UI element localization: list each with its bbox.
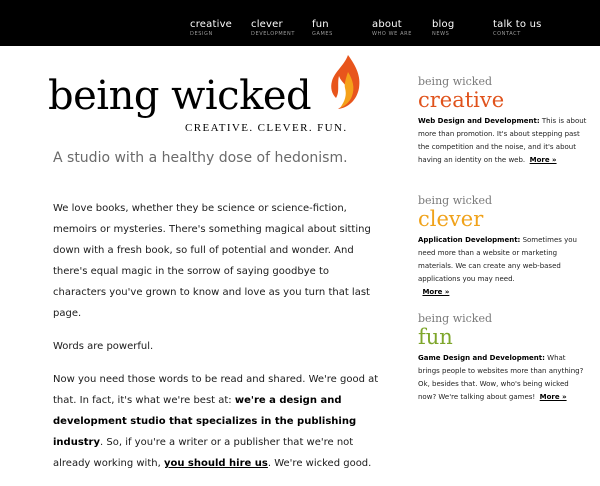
nav-item-fun[interactable] [312,19,333,37]
service-kicker: being wicked [418,312,493,325]
main-copy [53,198,383,486]
service-text: What brings people to websites more than anything? Ok, besides that. Wow, who's being wicked now? We're talking about games! [418,354,584,401]
service-block-clever [418,195,588,299]
more-link[interactable]: More » [539,393,567,401]
nav-item-clever[interactable] [251,19,295,37]
logo-wordmark: being wicked [48,73,312,119]
more-link[interactable]: More » [529,156,557,164]
specialty-highlight: we're a design and development studio that specializes in the publishing industry [53,395,357,448]
service-title: creative [418,88,505,112]
hire-text-c: . We're wicked good. [267,458,372,469]
nav-item-label: creative [190,19,233,30]
nav-item-label: about [372,19,402,30]
more-link[interactable]: More » [422,288,450,296]
nav-item-sublabel: DESIGN [190,31,213,37]
page-tagline: A studio with a healthy dose of hedonism. [53,150,348,166]
site-logo[interactable] [48,54,358,144]
nav-item-label: fun [312,19,329,30]
service-text: This is about more than promotion. It's about stepping past the competition and the noise, and it's about having an identity on the web. [418,117,587,164]
intro-paragraph: We love books, whether they be science or science-fiction, memoirs or mysteries. There's something magical about sitting down with a fresh book, so full of potential and wonder. And there's equal magic in the sorrow of saying goodbye to characters you've grown to know and love as you turn that last page. [53,203,371,319]
nav-item-sublabel: GAMES [312,31,333,37]
service-description [418,234,588,299]
hire-text-b: . So, if you're a writer or a publisher that we're not already working with, [53,437,354,469]
nav-item-label: talk to us [493,19,542,30]
nav-item-sublabel: WHO WE ARE [372,31,412,37]
nav-item-sublabel: CONTACT [493,31,521,37]
nav-item-creative[interactable] [190,19,232,37]
service-kicker: being wicked [418,194,493,207]
hire-paragraph [53,369,383,474]
service-description [418,352,588,404]
service-block-fun [418,313,588,404]
nav-item-blog[interactable] [432,19,454,37]
hire-text-a: Now you need those words to be read and shared. We're good at that. In fact, it's what we're best at: [53,374,379,406]
nav-item-label: blog [432,19,455,30]
logo-tagline: CREATIVE. CLEVER. FUN. [185,122,348,134]
hire-us-link[interactable]: you should hire us [163,458,268,469]
service-title: fun [418,325,453,349]
service-kicker: being wicked [418,75,493,88]
flame-icon [326,54,362,110]
service-heading: Web Design and Development: [418,117,540,125]
nav-item-label: clever [251,19,283,30]
service-heading: Application Development: [418,236,521,244]
nav-item-talk-to-us[interactable] [493,19,542,37]
service-title: clever [418,207,484,231]
service-block-creative [418,76,588,167]
nav-item-sublabel: DEVELOPMENT [251,31,296,37]
service-description [418,115,588,167]
top-navigation [0,0,600,46]
nav-item-about[interactable] [372,19,412,37]
words-paragraph: Words are powerful. [53,341,154,352]
service-heading: Game Design and Development: [418,354,545,362]
service-text: Sometimes you need more than a website or marketing materials. We can create any web-based applications you may need. [418,236,577,283]
nav-item-sublabel: NEWS [432,31,450,37]
